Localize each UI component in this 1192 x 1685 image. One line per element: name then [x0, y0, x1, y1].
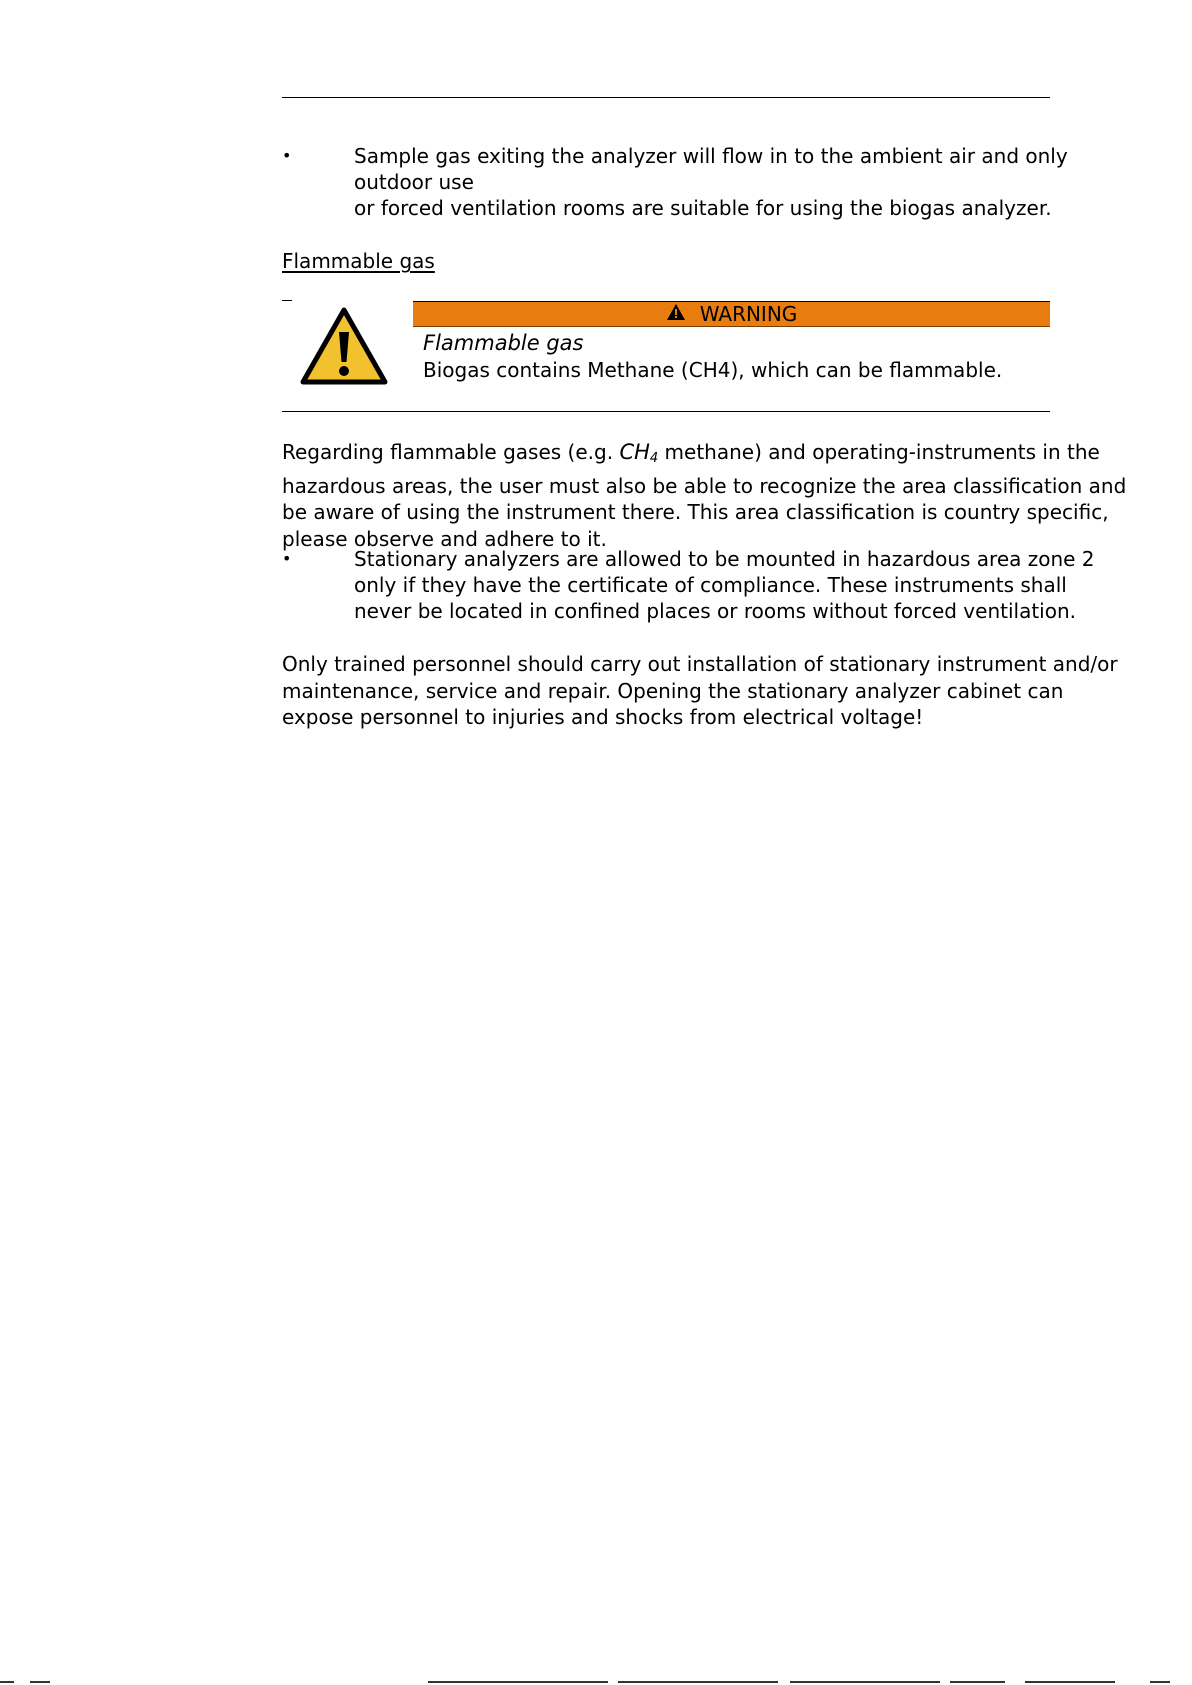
paragraph-line: maintenance, service and repair. Opening the stationary analyzer cabinet can	[282, 678, 1064, 703]
warning-body: Biogas contains Methane (CH4), which can be flammable.	[423, 358, 1003, 382]
formula-main: CH	[619, 440, 650, 464]
warning-header-bar	[413, 301, 1050, 327]
line-text: methane) and operating-instruments in the	[664, 440, 1100, 464]
warning-triangle-icon	[299, 306, 389, 386]
paragraph-line: expose personnel to injuries and shocks from electrical voltage!	[282, 705, 924, 729]
chemical-formula	[619, 440, 658, 464]
warning-bottom-rule	[282, 411, 1050, 412]
bullet-line: Stationary analyzers are allowed to be mounted in hazardous area zone 2	[354, 547, 1095, 571]
bullet-item-stationary-analyzers	[282, 546, 1095, 624]
section-heading-flammable-gas: Flammable gas	[282, 249, 435, 273]
warning-label: WARNING	[699, 302, 798, 326]
bullet-line: outdoor use	[354, 170, 474, 194]
header-rule	[282, 97, 1050, 98]
bullet-line: Sample gas exiting the analyzer will flow in to the ambient air and only	[354, 144, 1068, 168]
warning-left-tick	[282, 300, 292, 301]
bullet-line: or forced ventilation rooms are suitable for using the biogas analyzer.	[354, 196, 1052, 220]
paragraph-line	[282, 439, 1100, 473]
formula-subscript: 4	[649, 451, 659, 466]
paragraph-line: be aware of using the instrument there. This area classification is country specific,	[282, 500, 1109, 524]
paragraph-flammable-gases	[282, 439, 1127, 552]
bullet-marker: •	[282, 146, 292, 165]
paragraph-line: Only trained personnel should carry out installation of stationary instrument and/or	[282, 652, 1118, 676]
paragraph-trained-personnel	[282, 651, 1118, 731]
warning-small-triangle-icon	[666, 302, 686, 326]
paragraph-line: please observe and adhere to it.	[282, 526, 607, 551]
bullet-text	[354, 546, 1095, 624]
bullet-line: never be located in confined places or rooms without forced ventilation.	[354, 599, 1077, 623]
warning-title: Flammable gas	[423, 331, 584, 355]
line-text: Regarding flammable gases (e.g.	[282, 440, 614, 464]
bullet-marker: •	[282, 549, 292, 568]
bullet-line: only if they have the certificate of compliance. These instruments shall	[354, 573, 1067, 597]
footer-scan-artifact	[0, 1681, 1192, 1683]
paragraph-line: hazardous areas, the user must also be able to recognize the area classification and	[282, 473, 1127, 498]
bullet-text	[354, 143, 1068, 221]
bullet-item-sample-gas	[282, 143, 1068, 221]
